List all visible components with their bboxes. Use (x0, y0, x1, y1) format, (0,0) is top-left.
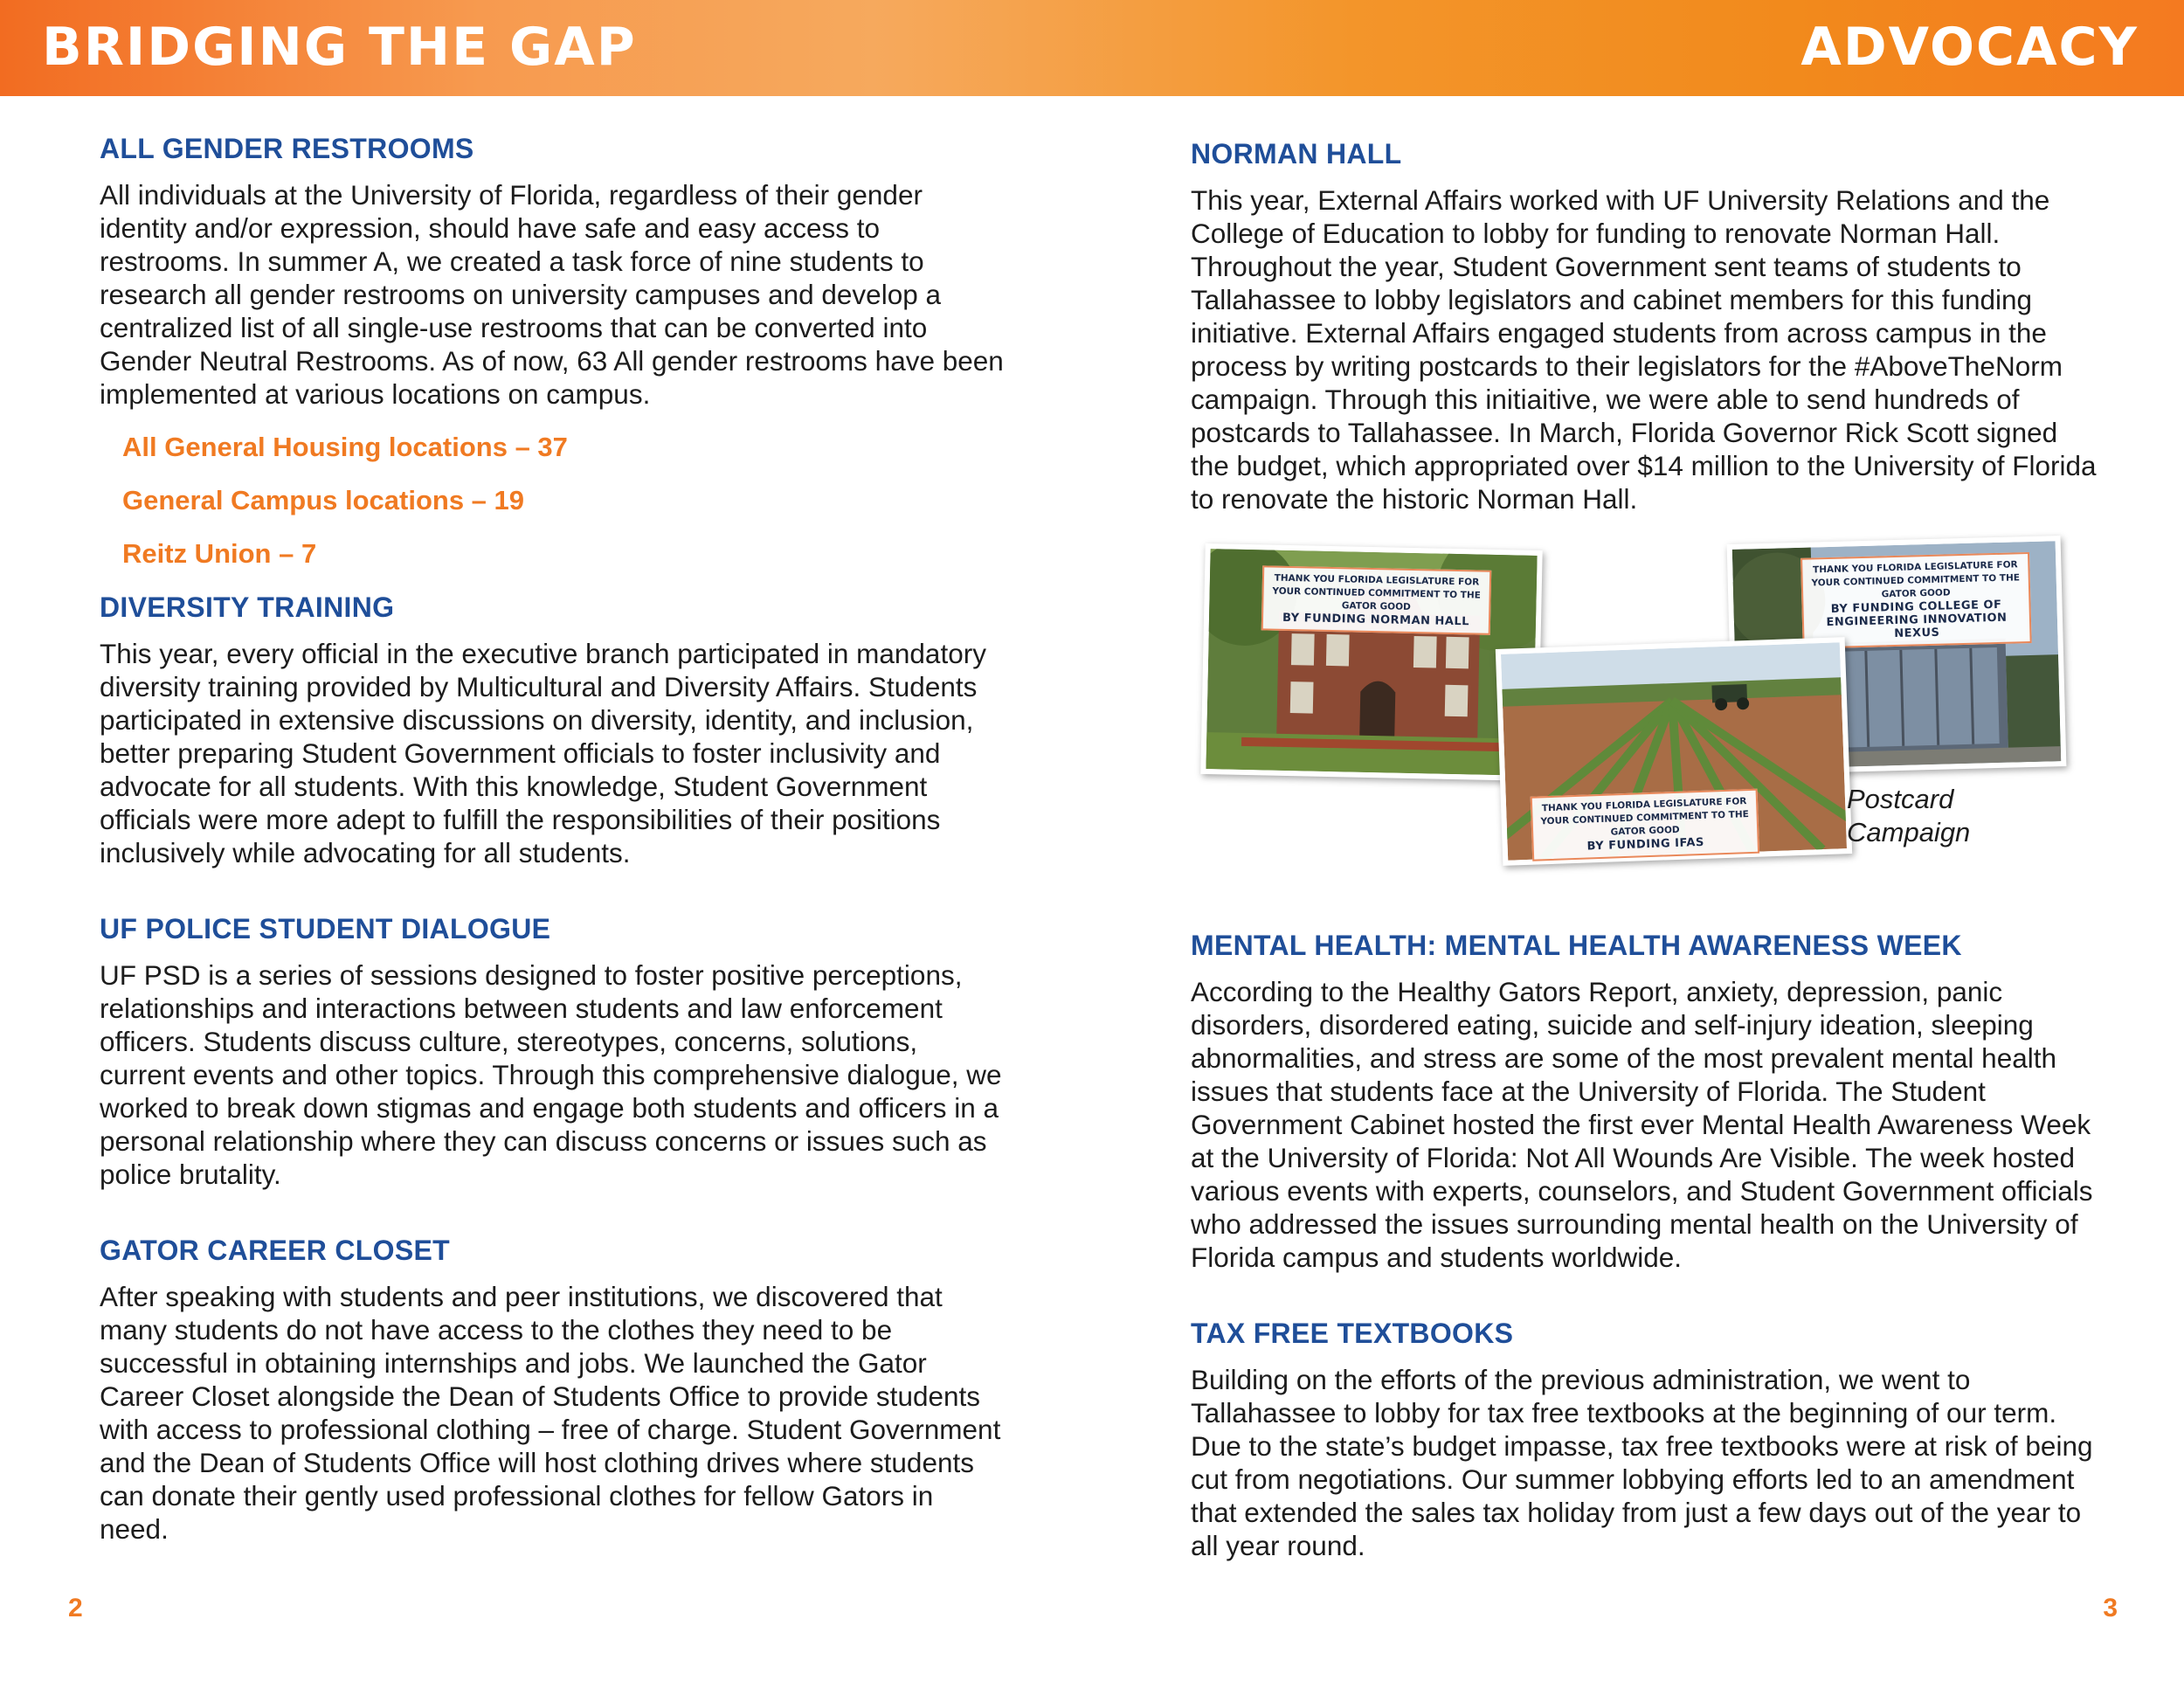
diversity-heading: DIVERSITY TRAINING (100, 591, 395, 623)
all-gender-heading: ALL GENDER RESTROOMS (100, 133, 474, 164)
location-item-housing: All General Housing locations – 37 (122, 432, 568, 462)
page-number-right: 3 (2103, 1594, 2118, 1622)
postcard-engineering-big-text: BY FUNDING COLLEGE OF ENGINEERING INNOVATION NEXUS (1826, 598, 2008, 641)
closet-body: After speaking with students and peer institutions, we discovered that many students do not have access to the clothes they need to be successful in obtaining internships and jobs. We launched the Gator Career Closet alongside the Dean of Students Office to provide students with access to professional clothing – free of charge. Student Government and the Dean of Students Office will host clothing drives where students can donate their gently used professional clothes for fellow Gators in need. (100, 1281, 1001, 1545)
postcard-ifas (1496, 637, 1852, 866)
police-heading: UF POLICE STUDENT DIALOGUE (100, 913, 551, 944)
left-banner-title: BRIDGING THE GAP (42, 17, 637, 78)
spacer (100, 869, 1008, 911)
postcard-collage (1191, 540, 2099, 907)
postcard-ifas-label (1531, 789, 1759, 861)
textbooks-body: Building on the efforts of the previous administration, we went to Tallahassee to lobby for tax free textbooks at the beginning of our term. Due to the state’s budget impasse, tax free textbooks were at risk of being cut from negotiations. Our summer lobbying efforts led to an amendment that extended the sales tax holiday from just a few days out of the year to all year round. (1191, 1364, 2093, 1561)
location-item-reitz: Reitz Union – 7 (122, 538, 317, 569)
postcard-caption (1847, 783, 1970, 849)
all-gender-body: All individuals at the University of Florida, regardless of their gender identity and/or expression, should have safe and easy access to restrooms. In summer A, we created a task force of nine students to research all gender restrooms on university campuses and develop a centralized list of all single-use restrooms that can be converted into Gender Neutral Restrooms. As of now, 63 All gender restrooms have been implemented at various locations on campus. (100, 179, 1004, 410)
mental-health-section (1191, 928, 2099, 1274)
postcard-caption-line1: Postcard (1847, 784, 1954, 814)
postcard-engineering-label (1800, 552, 2032, 649)
right-banner-title: ADVOCACY (1800, 17, 2139, 78)
closet-section (100, 1233, 1008, 1546)
police-body: UF PSD is a series of sessions designed to foster positive perceptions, relationships and interactions between students and law enforcement officers. Students discuss culture, stereotypes, concerns, solutions, current events and other topics. Through this comprehensive dialogue, we worked to break down stigmas and engage both students and officers in a personal relationship where they can discuss concerns or issues such as police brutality. (100, 959, 1002, 1190)
postcard-norman-hall (1200, 543, 1542, 781)
spacer (1191, 907, 2099, 928)
diversity-section (100, 590, 1008, 869)
postcard-ifas-big-text: BY FUNDING IFAS (1586, 835, 1705, 854)
postcard-norman-small-text: THANK YOU FLORIDA LEGISLATURE FOR YOUR CONTINUED COMMITMENT TO THE GATOR GOOD (1272, 572, 1481, 612)
spacer (1191, 1274, 2099, 1316)
norman-section (1191, 136, 2099, 515)
restroom-location-list (122, 430, 1008, 571)
header-banner (0, 0, 2184, 96)
postcard-caption-line2: Campaign (1847, 817, 1971, 847)
left-page-column (100, 131, 1008, 1546)
textbooks-heading: TAX FREE TEXTBOOKS (1191, 1318, 1514, 1349)
textbooks-section (1191, 1316, 2099, 1562)
all-gender-section (100, 131, 1008, 571)
diversity-body: This year, every official in the executive branch participated in mandatory diversity training provided by Multicultural and Diversity Affairs. Students participated in extensive discussions on diversity, identity, and inclusion, better preparing Student Government officials to foster inclusivity and advocate for all students. With this knowledge, Student Government officials were more adept to fulfill the responsibilities of their positions inclusively while advocating for all students. (100, 638, 986, 868)
postcard-ifas-small-text: THANK YOU FLORIDA LEGISLATURE FOR YOUR CONTINUED COMMITMENT TO THE GATOR GOOD (1540, 796, 1750, 838)
postcard-engineering-small-text: THANK YOU FLORIDA LEGISLATURE FOR YOUR CONTINUED COMMITMENT TO THE GATOR GOOD (1811, 559, 2021, 600)
norman-body: This year, External Affairs worked with UF University Relations and the College of Education to lobby for funding to renovate Norman Hall. Throughout the year, Student Government sent teams of students to Tallahassee to lobby legislators and cabinet members for this funding initiative. External Affairs engaged students from across campus in the process by writing postcards to their legislators for the #AboveTheNorm campaign. Through this initiaitive, we were able to send hundreds of postcards to Tallahassee. In March, Florida Governor Rick Scott signed the budget, which appropriated over $14 million to the University of Florida to renovate the historic Norman Hall. (1191, 184, 2097, 515)
mental-health-body: According to the Healthy Gators Report, anxiety, depression, panic disorders, disordered eating, suicide and self-injury ideation, sleeping abnormalities, and stress are some of the most prevalent mental health issues that students face at the University of Florida. The Student Government Cabinet hosted the first ever Mental Health Awareness Week at the University of Florida: Not All Wounds Are Visible. The week hosted various events with experts, counselors, and Student Government officials who addressed the issues surrounding mental health on the University of Florida campus and students worldwide. (1191, 976, 2093, 1273)
page-number-left: 2 (68, 1594, 83, 1622)
norman-heading: NORMAN HALL (1191, 138, 1402, 169)
closet-heading: GATOR CAREER CLOSET (100, 1235, 450, 1266)
police-section (100, 911, 1008, 1191)
postcard-norman-big-text: BY FUNDING NORMAN HALL (1282, 611, 1470, 629)
spacer (100, 1191, 1008, 1233)
right-page-column (1191, 136, 2099, 1562)
mental-health-heading: MENTAL HEALTH: MENTAL HEALTH AWARENESS WEEK (1191, 930, 1962, 961)
location-item-campus: General Campus locations – 19 (122, 485, 525, 515)
postcard-norman-label (1261, 565, 1491, 634)
